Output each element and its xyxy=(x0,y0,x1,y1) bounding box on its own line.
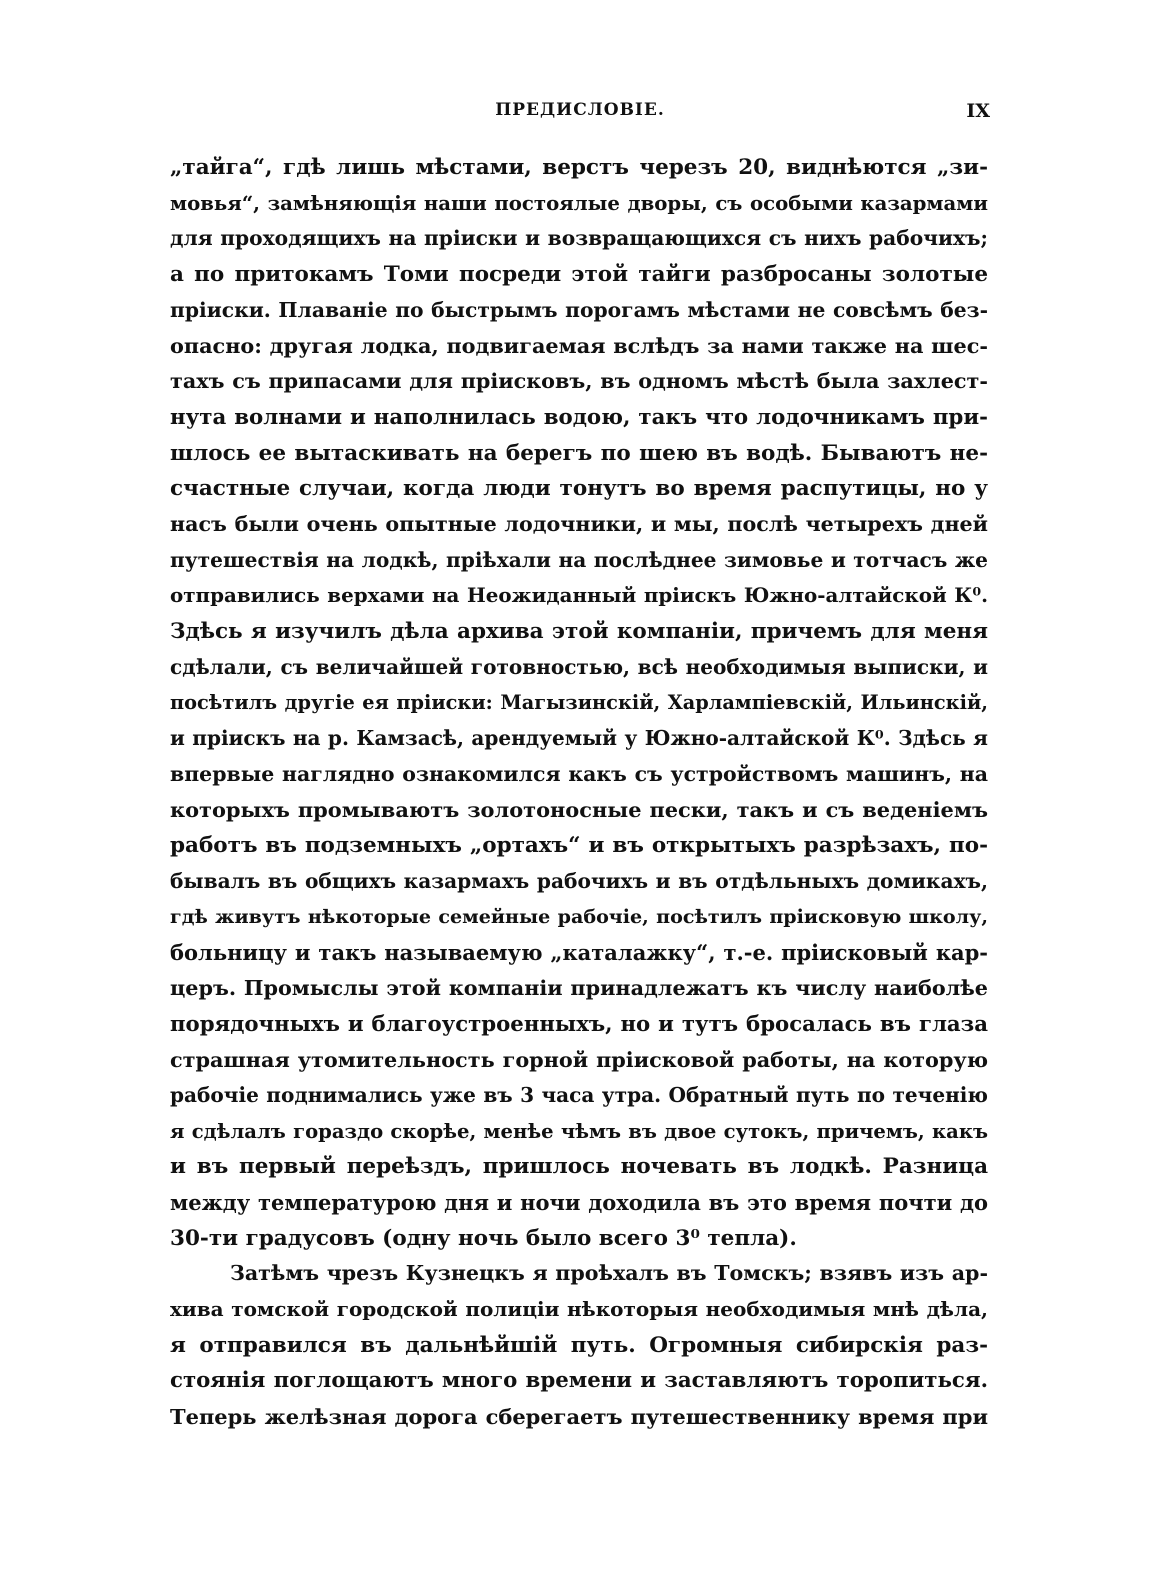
text-line: Теперь желѣзная дорога сберегаетъ путешественнику время при xyxy=(170,1404,988,1430)
text-line: отправились верхами на Неожиданный пріискъ Южно-алтайской К⁰. xyxy=(170,583,988,608)
text-line: я отправился въ дальнѣйшій путь. Огромныя сибирскія раз- xyxy=(170,1332,988,1358)
text-line: между температурою дня и ночи доходила въ это время почти до xyxy=(170,1189,988,1215)
text-line: рабочіе поднимались уже въ 3 часа утра. Обратный путь по теченію xyxy=(170,1082,988,1107)
text-line: хива томской городской полиціи нѣкоторыя необходимыя мнѣ дѣла, xyxy=(170,1297,988,1321)
running-head xyxy=(170,100,990,130)
text-line: а по притокамъ Томи посреди этой тайги разбросаны золотые xyxy=(170,262,988,288)
text-line: и пріискъ на р. Камзасѣ, арендуемый у Южно-алтайской К⁰. Здѣсь я xyxy=(170,726,988,750)
text-line: опасно: другая лодка, подвигаемая вслѣдъ за нами также на шес- xyxy=(170,333,988,359)
text-line: „тайга“, гдѣ лишь мѣстами, верстъ черезъ 20, виднѣются „зи- xyxy=(170,155,988,180)
text-line: стоянія поглощаютъ много времени и заставляютъ торопиться. xyxy=(170,1368,988,1394)
text-line: страшная утомительность горной пріисковой работы, на которую xyxy=(170,1047,988,1073)
text-line: гдѣ живутъ нѣкоторые семейные рабочіе, посѣтилъ пріисковую школу, xyxy=(170,905,988,929)
text-line: Здѣсь я изучилъ дѣла архива этой компаніи, причемъ для меня xyxy=(170,618,988,644)
running-title: ПРЕДИСЛОВІЕ. xyxy=(495,100,665,120)
paragraph-start-line: Затѣмъ чрезъ Кузнецкъ я проѣхалъ въ Томскъ; взявъ изъ ар- xyxy=(230,1261,988,1286)
page-number: IX xyxy=(966,100,990,122)
text-line: для проходящихъ на пріиски и возвращающихся съ нихъ рабочихъ; xyxy=(170,226,988,251)
text-line: больницу и такъ называемую „каталажку“, т.-е. пріисковый кар- xyxy=(170,940,988,966)
text-line: насъ были очень опытные лодочники, и мы, послѣ четырехъ дней xyxy=(170,511,988,536)
text-line: счастные случаи, когда люди тонутъ во время распутицы, но у xyxy=(170,476,988,502)
body-text xyxy=(170,150,988,1490)
paragraph-end-line: 30-ти градусовъ (одну ночь было всего 3⁰ тепла). xyxy=(170,1225,797,1251)
text-line: мовья“, замѣняющія наши постоялые дворы, съ особыми казармами xyxy=(170,191,988,215)
text-line: посѣтилъ другіе ея пріиски: Магызинскій, Харлампіевскій, Ильинскій, xyxy=(170,691,988,715)
text-line: работъ въ подземныхъ „ортахъ“ и въ открытыхъ разрѣзахъ, по- xyxy=(170,833,988,859)
text-line: я сдѣлалъ гораздо скорѣе, менѣе чѣмъ въ двое сутокъ, причемъ, какъ xyxy=(170,1119,988,1143)
text-line: тахъ съ припасами для пріисковъ, въ одномъ мѣстѣ была захлест- xyxy=(170,369,988,394)
text-line: пріиски. Плаваніе по быстрымъ порогамъ мѣстами не совсѣмъ без- xyxy=(170,297,988,322)
text-line: порядочныхъ и благоустроенныхъ, но и тутъ бросалась въ глаза xyxy=(170,1011,988,1037)
text-line: путешествія на лодкѣ, пріѣхали на послѣднее зимовье и тотчасъ же xyxy=(170,547,988,572)
text-line: нута волнами и наполнилась водою, такъ что лодочникамъ при- xyxy=(170,404,988,430)
text-line: церъ. Промыслы этой компаніи принадлежатъ къ числу наиболѣе xyxy=(170,975,988,1000)
text-line: бывалъ въ общихъ казармахъ рабочихъ и въ отдѣльныхъ домикахъ, xyxy=(170,868,988,893)
text-line: сдѣлали, съ величайшей готовностью, всѣ необходимыя выписки, и xyxy=(170,654,988,679)
text-line: впервые наглядно ознакомился какъ съ устройствомъ машинъ, на xyxy=(170,761,988,786)
text-line: и въ первый переѣздъ, пришлось ночевать въ лодкѣ. Разница xyxy=(170,1154,988,1180)
text-line: шлось ее вытаскивать на берегъ по шею въ водѣ. Бываютъ не- xyxy=(170,440,988,466)
text-line: которыхъ промываютъ золотоносные пески, такъ и съ веденіемъ xyxy=(170,797,988,823)
